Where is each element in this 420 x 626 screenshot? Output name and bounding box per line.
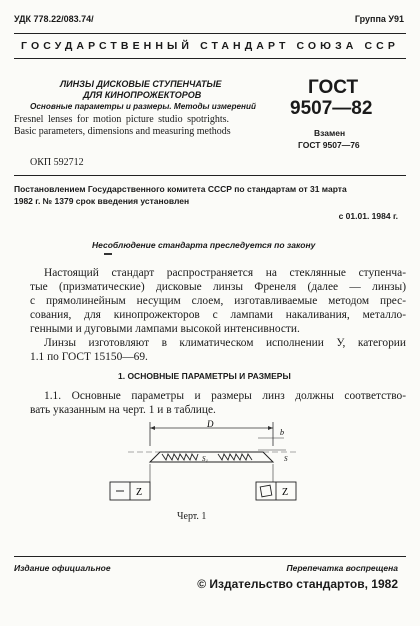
english-title-line1: Fresnel lenses for motion picture studio spotrights.	[14, 114, 230, 125]
section1-para-line: 1.1. Основные параметры и размеры линз должны соответство-	[44, 390, 406, 402]
standard-title: ГОСУДАРСТВЕННЫЙ СТАНДАРТ СОЮЗА ССР	[21, 40, 399, 52]
warning-dash	[104, 253, 112, 255]
section1-para-line: вать указанным на черт. 1 и в таблице.	[30, 404, 216, 416]
intro-line: с прямолинейным несущим слоем, изготавливаемые методом прес-	[30, 295, 406, 307]
intro-line: генными и дуговыми лампами высокой интенсивности.	[30, 323, 300, 335]
tol-left-datum: Z	[136, 487, 143, 498]
law-warning: Несоблюдение стандарта преследуется по закону	[92, 240, 316, 250]
header-rule-bottom	[14, 58, 406, 59]
lens-drawing	[108, 420, 304, 512]
intro-line: Настоящий стандарт распространяется на стеклянные ступенча-	[44, 267, 406, 279]
intro-line: сования, для кинопрожекторов с лампами накаливания, металло-	[30, 309, 406, 321]
doc-title-line1: ЛИНЗЫ ДИСКОВЫЕ СТУПЕНЧАТЫЕ	[60, 79, 222, 89]
header-rule-top	[14, 33, 406, 34]
intro-line: тые (призматические) дисковые линзы Френеля (далее — линзы)	[30, 281, 406, 293]
effective-date: с 01.01. 1984 г.	[338, 211, 398, 221]
doc-subtitle: Основные параметры и размеры. Методы измерений	[30, 102, 256, 111]
group-code: Группа У91	[354, 14, 404, 24]
udk-code: УДК 778.22/083.74/	[14, 14, 94, 24]
dim-b-label: b	[280, 428, 284, 437]
figure-caption: Черт. 1	[177, 511, 207, 522]
dim-s1-label: S₁	[202, 455, 208, 463]
section-rule	[14, 175, 406, 176]
dim-d-label: D	[207, 420, 214, 429]
publisher-copyright: © Издательство стандартов, 1982	[197, 577, 398, 591]
intro-line: 1.1 по ГОСТ 15150—69.	[30, 351, 148, 363]
gost-label: ГОСТ	[308, 77, 359, 98]
tol-right-datum: Z	[282, 487, 289, 498]
footer-rule	[14, 556, 406, 557]
reprint-notice: Перепечатка воспрещена	[286, 563, 398, 573]
doc-title-line2: ДЛЯ КИНОПРОЖЕКТОРОВ	[83, 90, 202, 100]
intro-line: Линзы изготовляют в климатическом исполнении У, категории	[44, 337, 406, 349]
section1-title: 1. ОСНОВНЫЕ ПАРАМЕТРЫ И РАЗМЕРЫ	[118, 371, 291, 381]
okp-code: ОКП 592712	[30, 157, 84, 168]
decree-line2: 1982 г. № 1379 срок введения установлен	[14, 196, 190, 206]
dim-s-label: S	[284, 455, 288, 463]
english-title-line2: Basic parameters, dimensions and measuring methods	[14, 126, 231, 137]
replaces-standard: ГОСТ 9507—76	[298, 140, 360, 150]
replaces-label: Взамен	[314, 128, 346, 138]
official-edition: Издание официальное	[14, 563, 111, 573]
gost-number: 9507—82	[290, 98, 373, 119]
decree-line1: Постановлением Государственного комитета СССР по стандартам от 31 марта	[14, 184, 347, 194]
